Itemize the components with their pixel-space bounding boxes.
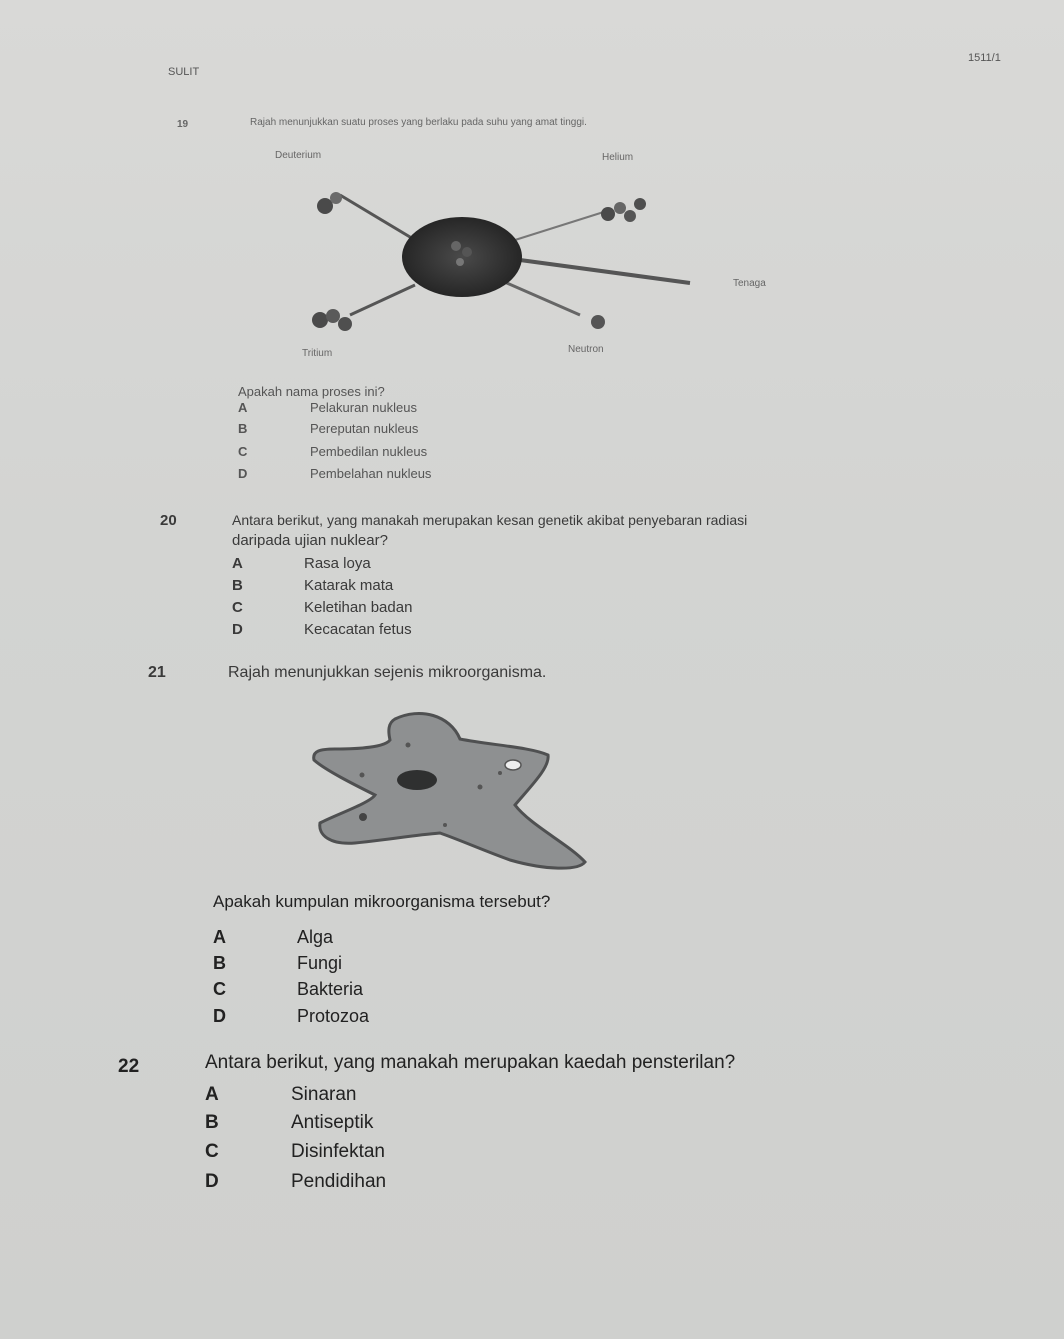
- q21-stem: Rajah menunjukkan sejenis mikroorganisma.: [228, 664, 547, 681]
- q22-number: 22: [118, 1056, 140, 1077]
- q20-option-c: C Keletihan badan: [232, 599, 413, 616]
- q19-option-b: B Pereputan nukleus: [238, 421, 419, 436]
- q21-number: 21: [148, 664, 166, 681]
- q22-stem: Antara berikut, yang manakah merupakan kaedah pensterilan?: [205, 1052, 736, 1073]
- contractile-vacuole: [505, 760, 521, 770]
- q19-option-c: C Pembedilan nukleus: [238, 444, 428, 459]
- q19-stem: Rajah menunjukkan suatu proses yang berlaku pada suhu yang amat tinggi.: [250, 117, 587, 128]
- q20-option-b: B Katarak mata: [232, 577, 394, 594]
- q19-option-d: D Pembelahan nukleus: [238, 466, 432, 481]
- fusion-core: [402, 217, 522, 297]
- q19-question: Apakah nama proses ini?: [238, 384, 385, 399]
- tritium-arrow: [350, 285, 415, 315]
- header-left: SULIT: [168, 66, 200, 78]
- amoeba-image: [300, 705, 600, 880]
- q22-option-a: A Sinaran: [205, 1084, 357, 1105]
- q22-option-d: D Pendidihan: [205, 1171, 387, 1192]
- neutron-particle: [591, 315, 605, 329]
- q20-stem-line2: daripada ujian nuklear?: [232, 532, 388, 549]
- q21-option-d: D Protozoa: [213, 1006, 370, 1026]
- q20-option-a: A Rasa loya: [232, 555, 371, 572]
- deuterium-arrow: [340, 195, 415, 240]
- q20-stem-line1: Antara berikut, yang manakah merupakan kesan genetik akibat penyebaran radiasi: [232, 512, 748, 528]
- deuterium-particles: [317, 192, 342, 214]
- q20-option-d: D Kecacatan fetus: [232, 621, 412, 638]
- label-neutron: Neutron: [568, 344, 604, 355]
- label-energy: Tenaga: [733, 278, 766, 289]
- amoeba-body: [314, 713, 585, 868]
- fusion-diagram: [280, 150, 840, 380]
- q19-number: 19: [177, 119, 189, 130]
- amoeba-nucleus: [397, 770, 437, 790]
- tritium-particles: [312, 309, 352, 331]
- label-helium: Helium: [602, 152, 634, 163]
- q21-option-c: C Bakteria: [213, 979, 364, 999]
- q22-option-c: C Disinfektan: [205, 1141, 385, 1162]
- energy-arrow: [520, 260, 690, 283]
- q21-option-b: B Fungi: [213, 953, 343, 973]
- neutron-arrow: [500, 280, 580, 315]
- helium-arrow: [515, 210, 610, 240]
- helium-particles: [601, 198, 646, 222]
- label-deuterium: Deuterium: [275, 150, 322, 161]
- label-tritium: Tritium: [302, 348, 333, 359]
- header-right: 1511/1: [968, 52, 1001, 64]
- q21-option-a: A Alga: [213, 927, 334, 947]
- q19-option-a: A Pelakuran nukleus: [238, 400, 417, 415]
- food-vacuole: [359, 813, 367, 821]
- q20-number: 20: [160, 512, 177, 529]
- q21-question: Apakah kumpulan mikroorganisma tersebut?: [213, 892, 551, 911]
- q22-option-b: B Antiseptik: [205, 1112, 374, 1133]
